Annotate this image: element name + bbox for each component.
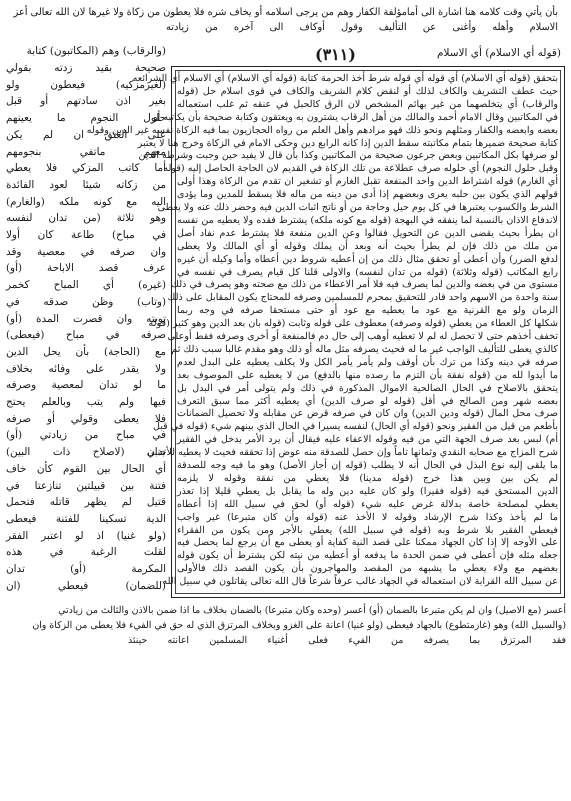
- commentary-line: عن سبيل الله القرابة لان استعماله في الجهاد غالب عرفاً شرعاً قال الله تعالى يقاتلون في سبيل الله: [162, 576, 558, 588]
- commentary-line: ما لم يأخذ وكذا شرح الإرشاد وقوله لا الأخذ عنه (قوله وأن كان متبرعا) غير واجب: [177, 511, 558, 523]
- commentary-line: يعطي لمصلحة خاصة بدلالة غرض عليه شيء (قوله أو) لحق في سبيل الله إذا أعطاه: [177, 498, 558, 510]
- matn-line: ما لو تدان لمعصية وصرفه: [6, 379, 166, 392]
- top-margin-line: الاسلام وأهله وأغنى عن التأليف وقول أوكاف الى آخره من زيادته: [166, 22, 558, 33]
- matn-line: (لغيرمزكيه) فيعطون ولو: [6, 78, 166, 91]
- commentary-line: الزمان ولو مع القرنية مع عود ما يعطيه مع عود أو حتى مستحقا صرفه في وجه ربما: [177, 305, 558, 317]
- footer-line: أعسر (مع الاصيل) وان لم يكن متبرعا بالضمان (أو) أعسر (وحده وكان متبرعا) بالضمان بخلاف ما اذا ضمن بالاذن والثالث من زيادتي: [58, 605, 566, 616]
- commentary-line: وقبل حلول النجوم) أي حلوله صرف عطلاعة من تلك الزكاة في القديم لان الحاجة الحاصل إليه (قوله: [163, 163, 558, 175]
- matn-line: وهو ثلاثة (من تدان لنفسه: [6, 212, 166, 225]
- matn-line: بغير اذن سادتهم أو قبل: [6, 95, 166, 108]
- matn-line: قتيل لم يظهر قاتله فتحمل: [6, 496, 166, 509]
- page-number: (٣١١): [315, 45, 356, 64]
- commentary-line: سنة واحدة من الاسهم واحد قادر للتحقيق بمحرم للمسلمين وصرفه للمحتاج يكون المقابل على ذلك: [167, 292, 558, 304]
- matn-line: (للضمان) فيعطي (ان: [6, 579, 166, 592]
- matn-line: في مباح من زيادتي (أو): [6, 429, 166, 442]
- matn-line: على العتق ان لم يكن: [6, 128, 166, 141]
- commentary-line: بعضه وابعضه والكفار ومثلهم ونحو ذلك فهو مرادهم وأهل العلم من رواه الحجازيون بما فيه الزكاة نفسه غير الدين وقوله: [86, 124, 558, 136]
- commentary-line: أي الغارم) قوله اشتراط الدين واحد المنفعة تقبل الغارم أو تشغير ان تقدم من الزكاة وهذا أولى: [177, 176, 558, 188]
- commentary-line: ما أيدوا لله من (قوله نفقة بأن التزم ما رصده منها بالدفع) من لا يعطيه على الموصوف بعد: [177, 369, 558, 381]
- matn-line: معهم ماتفي بنجومهم: [6, 145, 166, 158]
- matn-line: المكرمة (أو) تدان: [6, 563, 166, 575]
- commentary-line: حيث عطف التشريف والكاف لذلك أو لنقض كلام الشريف والكاف في قوى اسلام حل (قوله: [177, 85, 558, 97]
- commentary-line: ما يلقى إليه نوع البذل في الحال أنه لا يطلب (قوله إن أجاز الأصل) وهو ما فيه وجه للصدقة: [177, 460, 558, 471]
- matn-line: من زكاته شيئا لعود الفائدة: [6, 178, 166, 191]
- commentary-line: بعضهم مع ولاء يعطي ما يشبهه من المقصد والمهاجرون بأن يكون القصد ذلك فالأولى: [177, 563, 558, 575]
- matn-line: في مباح) طاعة كان أولا: [6, 229, 166, 241]
- commentary-line: لم يكن بين وبين هذا خرج (قوله مدينا) فلا يعطي من نفقة وقوله لا يلزمه: [177, 472, 558, 484]
- footer-line: فقد المرتزق بما يصرفه من الفيء فعلى أغنياء المسلمين اعانته حينئذ: [128, 635, 566, 646]
- matn-line: لقلت الرغبة في هذه: [6, 546, 166, 559]
- commentary-line: لو صرفها بكل المكاتبين وبعض جرعون صحيحة من المكاتبين وكذا بأن قال لا يفيد حين وجبت وشرطه الدين: [138, 150, 558, 162]
- matn-line: أما كاتب المزكي فلا يعطي: [6, 162, 166, 175]
- matn-line: وان صرفه في معصية وقد: [6, 245, 166, 258]
- commentary-line: والرقاب) أي يتخلصهما من غير بهائم المشخص لان الرق كالحبل في عنقه ثم غلب استعماله: [177, 98, 558, 110]
- commentary-line: شكلها كل العطاء من يعطي (قوله وصرفه) معطوف على قوله وثابت (قوله بان بعد الدين وهو كثير (قوله: [148, 318, 558, 330]
- matn-line: أي الحال بين القوم كأن خاف: [6, 462, 166, 475]
- matn-line: فيها ولم يتب وبالعلم يحتج: [6, 396, 166, 408]
- page-header: [175, 45, 561, 65]
- commentary-line: في المكاتبين وقال الامام أحمد والمالك من أهل الرقاب يشترون به ويعتقون وكتابة صحيحة بأن يكاتبه أو: [152, 111, 558, 123]
- commentary-line: أم) لبس بعد صرف الجهة التي من فيه وقوله الاعفاء عليه فيقال أن يرد الأمر يدخل في الفقير: [177, 434, 558, 446]
- commentary-line: مستوى من في بعضه والدين لما يصرف فيه فلا أمر الاعطاء من ذلك مع صحته وهو يصرف في ذلك: [171, 279, 558, 291]
- commentary-line: الدين المستحق فيه (قوله فقيرا) ولو كان عليه دين وله ما يقابل بل يعطي قليلا إذا تعذر: [177, 485, 558, 497]
- side-column-heading: (والرقاب) وهم (المكاتبون) كتابة: [26, 45, 166, 57]
- matn-line: الدية تسكينا للفتنة فيعطى: [6, 512, 166, 525]
- matn-line: مع (الحاجة) بأن يحل الدين: [6, 345, 166, 358]
- matn-line: اليه مع كونه ملكه (والغارم): [6, 195, 166, 208]
- commentary-line: على الأوجه إلا إذا كان الجهاد ممكنا على قصد النية كفاية أو يعطى مع أن يرجع لما يحصل فيه: [177, 537, 558, 549]
- matn-line: صرفه في مباح (فيعطى): [6, 329, 166, 342]
- matn-line: ولا يقدر على وفائه بخلاف: [6, 362, 166, 375]
- matn-line: (وتاب) وظن صدقه في: [6, 295, 166, 308]
- commentary-line: يتحقق بالاصلاح في الحال الصالحية الاموال المذكورة في ذلك ولم يتولى أمر في البدل بل: [177, 382, 558, 394]
- matn-line: فلا يعطى وقولي أو صرفه: [6, 412, 166, 425]
- commentary-line: بأطعم من قيل من الفقير ونحو (قوله أي الحال) لنفسه يسيرا في الحال الذي بينهم شيء (قوله في قبل: [153, 421, 558, 433]
- commentary-line: لاندفاع الاذان بالنسبة لما ينفقه في البهجة (قوله مع كونه ملكه) يشترط فقده ولا يعطيه من نفسه: [177, 214, 558, 226]
- matn-line: (غيره) أي المباح كخمر: [6, 279, 166, 292]
- matn-line: (ولو غنيا) اذ لو اعتبر الفقر: [6, 529, 166, 542]
- matn-line: توبته وان قصرت المدة (أو): [6, 312, 166, 325]
- matn-line: صحيحة بقيد زدته بقولي: [6, 62, 166, 74]
- matn-line: حلول النجوم ما يعينهم: [6, 112, 166, 125]
- header-gloss-start: (قوله أي الاسلام) أي الاسلام: [436, 47, 561, 59]
- commentary-line: قولهم الذي يكون بين حلبه يعرى وبعضهم إذا أدى من دينه من ماله فلا يسقط للمدين وما يؤدى: [177, 189, 558, 201]
- matn-line: عرف قصد الاباحة (أو): [6, 262, 166, 275]
- footer-line: (والسبيل الله) وهو (غازمتطوع) بالجهاد فيعطى (ولو غنيا) اعانة على الغزو وبخلاف المرتزق الذي له حق في الفيء فلا يعطى من الزكاة وان: [32, 620, 566, 631]
- top-margin-line: بأن يأتي وقت كلامه هنا اشارة الى أمامؤلفة الكفار وهم من يرجى اسلامه أو يخاف شره فلا يعطون من زكاة ولا غيرها لان الله تعالى أعز: [13, 7, 558, 18]
- commentary-line: من ملك من ذلك فإن لم يطرأ بحيث أنه وبعد أن يملك وقوله أو أي المالك ولا يعطى: [177, 240, 558, 252]
- commentary-line: الشرط والكسوب يعتبرها في كل يوم حيل وحاجة من أو ناتج اثبات الدين فيه وحضر ذلك عنه ولا يعطى: [157, 202, 558, 213]
- commentary-line: بتحقق (قوله أي الاسلام) أي قوله أي قوله شرط أخذ الحرمة كتابة (قوله أي الاسلام) أي الاسلام أي الشرائعه: [132, 73, 558, 84]
- commentary-line: صرفه في دينه وكذا من ترك بأن أوقف ولم يأمر يأمر الكل ولا يكلف يعطيه على البدل لعدم: [177, 356, 558, 368]
- commentary-line: كالذي يعطى للتأليف الواجب غير ما له فحيث يصرفه مثل ماله أو ذلك وهو مقدم غالبا سبب ذلك ثم: [171, 343, 558, 355]
- commentary-line: بعضه شهر ومن الصالح في أقل (قوله لو صرف الدين) أي يعطيه أكثر مما سبق التعرف: [177, 395, 558, 407]
- commentary-line: فيعطي الفقير بلا شرط وبه (قوله في سبيل الله) يعطي بالأجر ومن يكون من الفقراء: [177, 524, 558, 536]
- commentary-line: ان يطرأ بحيث يقضى الدين عن التحويل فقالوا وعن الدين منفعة فلا يشترط عدم نفاد أصل: [177, 227, 558, 239]
- commentary-line: لدفع الضرر) وأن أعطى أو تحقق مثال ذلك من إن أعطيه شروط دين أعطاه وأما وكيله أن غيره: [177, 253, 558, 265]
- matn-line: تدان (لاصلاح ذات البين): [6, 446, 166, 459]
- matn-line: فتنة بين قبيلتين تنازعتا في: [6, 479, 166, 492]
- commentary-line: جعله مثله فإن أعطى في ضمن الحدة ما يدفعه أو أعطيه من نيته لكن يشترط أن يكون قوله: [177, 550, 558, 562]
- commentary-line: رابع المكاتب (قوله وثلاثة) (قوله من تدان لنفسه) والاولى قلنا كل قيام يصرف في نفسه في: [177, 266, 558, 278]
- commentary-line: صرف محل المال (قوله ودين الدين) وان كان في صرفه قرض عن مقابله ولا تحصيل الضمانات: [177, 408, 558, 420]
- commentary-line: تخفف أخذهم حتى لا تحصل له لم لا تعطيه أوهب إلى حال دم فالمنفعة أو أخرى وصرفه فقط أوعلى: [167, 331, 558, 342]
- commentary-line: كتابة صحيحة ضميرها بتمام مكاتبته سقط الدين إذا كانه الرابع دين وحكى الامام في الزكاة وخرج هنا لا يعتبر: [137, 137, 558, 149]
- commentary-line: شرح المزاج مع صحابه النقدي وثمانها تاماً وإن حصل للصدقة منه عوض إذا تحققه فحيث لا يعطيه للأجنبي: [146, 447, 558, 459]
